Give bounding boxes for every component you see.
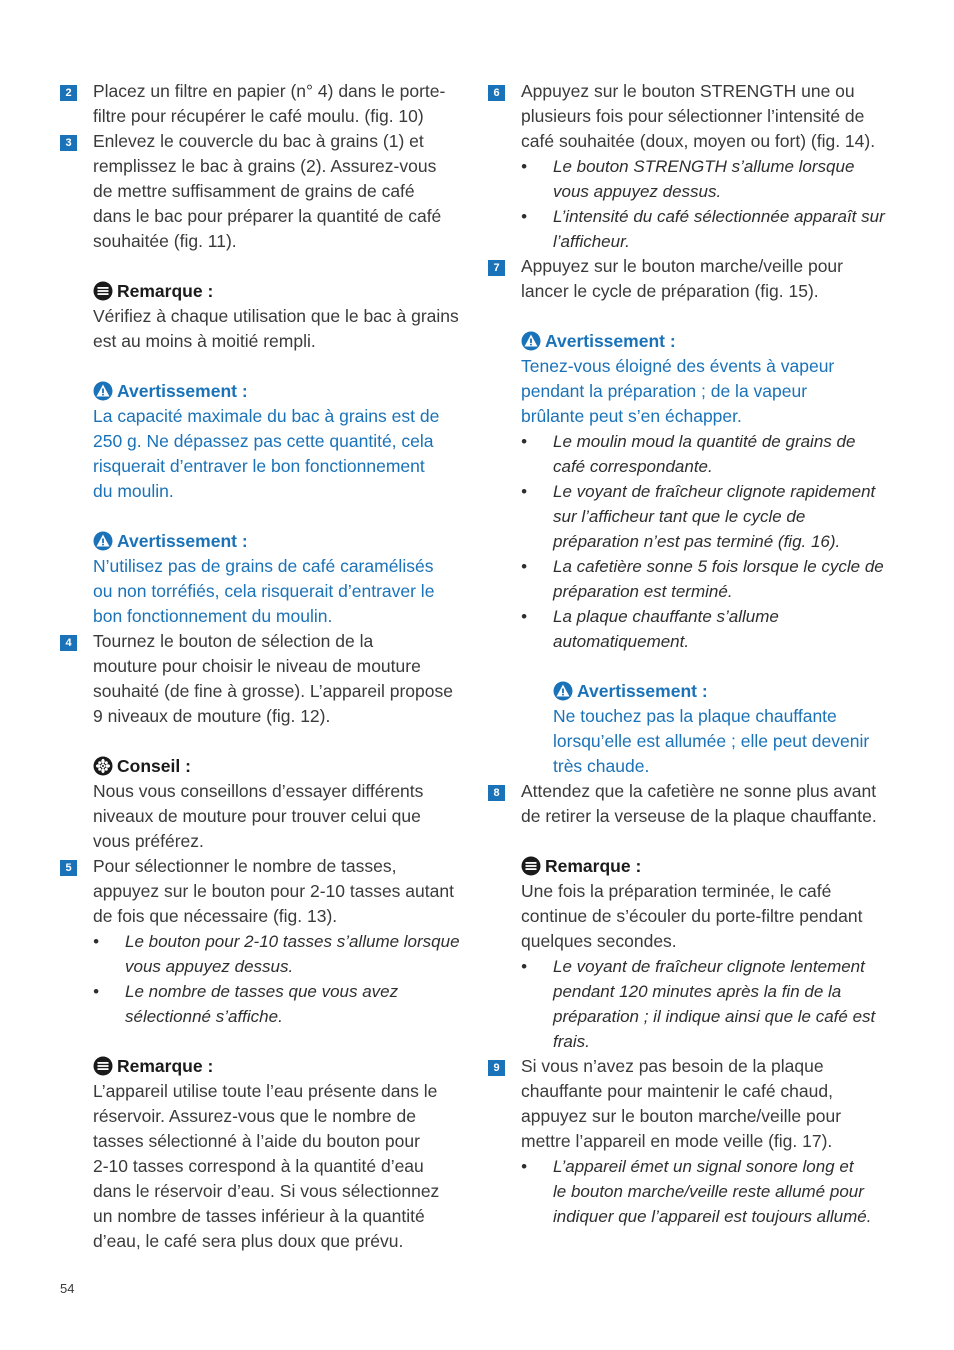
note-icon: [521, 856, 541, 876]
step-text-line: souhaité (de fine à grosse). L’appareil propose: [93, 681, 453, 701]
note-text-line: d’eau, le café sera plus doux que prévu.: [93, 1231, 404, 1251]
tip-block: [60, 754, 472, 854]
tip-text-line: niveaux de mouture pour trouver celui que: [93, 806, 421, 826]
step-2: [60, 79, 472, 129]
step-text-line: Appuyez sur le bouton STRENGTH une ou: [521, 81, 855, 101]
tip-text-line: vous préférez.: [93, 831, 204, 851]
step-number-badge: 7: [488, 260, 505, 276]
step-text-line: remplissez le bac à grains (2). Assurez-vous: [93, 156, 437, 176]
tip-heading: Conseil :: [60, 754, 472, 779]
step-text-line: dans le bac pour préparer la quantité de café: [93, 206, 442, 226]
note-text-line: un nombre de tasses inférieur à la quantité: [93, 1206, 425, 1226]
note-text-line: quelques secondes.: [521, 931, 677, 951]
step-text-line: 9 niveaux de mouture (fig. 12).: [93, 706, 331, 726]
step-number-badge: 3: [60, 135, 77, 151]
warning-text-line: risquerait d’entraver le bon fonctionnement: [93, 456, 425, 476]
warning-text-line: pendant la préparation ; de la vapeur: [521, 381, 808, 401]
note-block: [60, 279, 472, 354]
warning-text-line: brûlante peut s’en échapper.: [521, 406, 742, 426]
bullet-item-continued: indiquer que l’appareil est toujours allumé.: [553, 1207, 872, 1226]
warning-icon: [93, 531, 113, 551]
step-number-badge: 6: [488, 85, 505, 101]
step-text-line: Si vous n’avez pas besoin de la plaque: [521, 1056, 824, 1076]
warning-block: [60, 379, 472, 504]
warning-text-line: du moulin.: [93, 481, 174, 501]
note-text-line: Une fois la préparation terminée, le café: [521, 881, 832, 901]
step-number-badge: 4: [60, 635, 77, 651]
warning-heading: Avertissement :: [488, 679, 900, 704]
bullet-item: • La plaque chauffante s’allume: [521, 607, 779, 626]
note-text-line: L’appareil utilise toute l’eau présente dans le: [93, 1081, 438, 1101]
warning-text-line: lorsqu’elle est allumée ; elle peut devenir: [553, 731, 870, 751]
warning-block: [488, 329, 900, 429]
bullet-item: • Le bouton pour 2-10 tasses s’allume lorsque: [93, 932, 460, 951]
warning-block: [488, 679, 900, 779]
bullet-item-continued: automatiquement.: [553, 632, 690, 651]
bullet-item-continued: café correspondante.: [553, 457, 713, 476]
bullet-item: • Le voyant de fraîcheur clignote lentement: [521, 957, 865, 976]
bullet-item-continued: préparation n’est pas terminé (fig. 16).: [553, 532, 841, 551]
warning-icon: [93, 381, 113, 401]
bullet-item: • Le moulin moud la quantité de grains de: [521, 432, 856, 451]
step-text-line: mettre l’appareil en mode veille (fig. 17).: [521, 1131, 833, 1151]
warning-text-line: très chaude.: [553, 756, 650, 776]
bullet-item: • L’appareil émet un signal sonore long et: [521, 1157, 854, 1176]
note-icon: [93, 281, 113, 301]
bullet-item: • Le voyant de fraîcheur clignote rapidement: [521, 482, 876, 501]
warning-icon: [521, 331, 541, 351]
step-text-line: Placez un filtre en papier (n° 4) dans le porte-: [93, 81, 446, 101]
note-text-line: tasses sélectionné à l’aide du bouton pour: [93, 1131, 420, 1151]
note-heading: Remarque :: [488, 854, 900, 879]
step-number-badge: 2: [60, 85, 77, 101]
bullet-item-continued: sur l’afficheur tant que le cycle de: [553, 507, 806, 526]
step-text-line: café souhaitée (doux, moyen ou fort) (fig. 14).: [521, 131, 876, 151]
bullet-item-continued: frais.: [553, 1032, 590, 1051]
bullet-item-continued: préparation ; il indique ainsi que le café est: [553, 1007, 876, 1026]
right-column: [488, 79, 900, 1229]
bullet-item: • La cafetière sonne 5 fois lorsque le cycle de: [521, 557, 884, 576]
warning-heading: Avertissement :: [60, 379, 472, 404]
step-text-line: Enlevez le couvercle du bac à grains (1) et: [93, 131, 424, 151]
note-text-line: est au moins à moitié rempli.: [93, 331, 316, 351]
bullet-item-continued: le bouton marche/veille reste allumé pour: [553, 1182, 864, 1201]
step-8: [488, 779, 900, 829]
step-6: [488, 79, 900, 154]
step-text-line: filtre pour récupérer le café moulu. (fig. 10): [93, 106, 424, 126]
note-block: [488, 854, 900, 954]
bullet-item: • Le nombre de tasses que vous avez: [93, 982, 399, 1001]
bullet-item: • Le bouton STRENGTH s’allume lorsque: [521, 157, 855, 176]
step-3: [60, 129, 472, 254]
warning-text-line: ou non torréfiés, cela risquerait d’entraver le: [93, 581, 435, 601]
step-text-line: de mettre suffisamment de grains de café: [93, 181, 415, 201]
note-text-line: continue de s’écouler du porte-filtre pendant: [521, 906, 863, 926]
tip-icon: [93, 756, 113, 776]
warning-heading: Avertissement :: [60, 529, 472, 554]
step-text-line: de retirer la verseuse de la plaque chauffante.: [521, 806, 877, 826]
note-text-line: 2-10 tasses correspond à la quantité d’eau: [93, 1156, 424, 1176]
warning-text-line: N’utilisez pas de grains de café caramélisés: [93, 556, 434, 576]
bullet-item: • L’intensité du café sélectionnée apparaît sur: [521, 207, 885, 226]
step-number-badge: 9: [488, 1060, 505, 1076]
step-text-line: mouture pour choisir le niveau de mouture: [93, 656, 421, 676]
note-text-line: Vérifiez à chaque utilisation que le bac à grains: [93, 306, 459, 326]
step-4: [60, 629, 472, 729]
step-number-badge: 8: [488, 785, 505, 801]
step-text-line: Pour sélectionner le nombre de tasses,: [93, 856, 397, 876]
bullet-item-continued: préparation est terminé.: [553, 582, 733, 601]
warning-block: [60, 529, 472, 629]
step-9: [488, 1054, 900, 1154]
warning-text-line: Ne touchez pas la plaque chauffante: [553, 706, 837, 726]
note-icon: [93, 1056, 113, 1076]
step-text-line: appuyez sur le bouton marche/veille pour: [521, 1106, 842, 1126]
note-heading: Remarque :: [60, 279, 472, 304]
step-text-line: Appuyez sur le bouton marche/veille pour: [521, 256, 843, 276]
note-heading: Remarque :: [60, 1054, 472, 1079]
tip-text-line: Nous vous conseillons d’essayer différents: [93, 781, 424, 801]
bullet-item-continued: pendant 120 minutes après la fin de la: [553, 982, 842, 1001]
step-5: [60, 854, 472, 929]
step-7: [488, 254, 900, 304]
bullet-item-continued: sélectionné s’affiche.: [125, 1007, 283, 1026]
warning-heading: Avertissement :: [488, 329, 900, 354]
warning-text-line: bon fonctionnement du moulin.: [93, 606, 333, 626]
step-text-line: lancer le cycle de préparation (fig. 15).: [521, 281, 819, 301]
warning-text-line: 250 g. Ne dépassez pas cette quantité, cela: [93, 431, 434, 451]
page-number: 54: [60, 1281, 75, 1296]
warning-text-line: Tenez-vous éloigné des évents à vapeur: [521, 356, 835, 376]
step-text-line: souhaitée (fig. 11).: [93, 231, 237, 251]
left-column: [60, 79, 472, 1254]
step-number-badge: 5: [60, 860, 77, 876]
warning-text-line: La capacité maximale du bac à grains est de: [93, 406, 440, 426]
step-text-line: appuyez sur le bouton pour 2-10 tasses autant: [93, 881, 454, 901]
bullet-item-continued: vous appuyez dessus.: [553, 182, 722, 201]
step-text-line: de fois que nécessaire (fig. 13).: [93, 906, 338, 926]
step-text-line: plusieurs fois pour sélectionner l’intensité de: [521, 106, 865, 126]
note-text-line: réservoir. Assurez-vous que le nombre de: [93, 1106, 416, 1126]
step-text-line: chauffante pour maintenir le café chaud,: [521, 1081, 833, 1101]
step-text-line: Tournez le bouton de sélection de la: [93, 631, 374, 651]
step-text-line: Attendez que la cafetière ne sonne plus avant: [521, 781, 877, 801]
note-block: [60, 1054, 472, 1254]
bullet-item-continued: l’afficheur.: [553, 232, 630, 251]
warning-icon: [553, 681, 573, 701]
bullet-item-continued: vous appuyez dessus.: [125, 957, 294, 976]
note-text-line: dans le réservoir d’eau. Si vous sélectionnez: [93, 1181, 440, 1201]
